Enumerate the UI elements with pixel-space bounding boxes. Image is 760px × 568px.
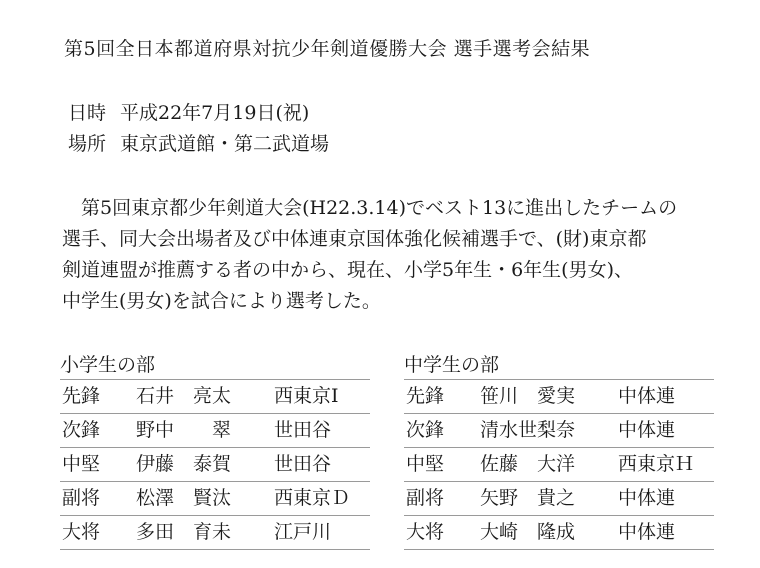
- name-cell: 多田 育未: [136, 521, 232, 543]
- venue-line: [68, 129, 329, 156]
- table-row: [60, 448, 370, 482]
- date-label: 日時: [68, 102, 107, 124]
- position-cell: 中堅: [62, 453, 101, 475]
- name-cell: 石井 亮太: [136, 385, 232, 407]
- position-cell: 先鋒: [406, 385, 445, 407]
- position-cell: 大将: [62, 521, 101, 543]
- position-cell: 大将: [406, 521, 445, 543]
- date-value: 平成22年7月19日(祝): [120, 102, 310, 124]
- junior-high-heading: 中学生の部: [404, 354, 500, 376]
- team-cell: 中体連: [618, 487, 676, 509]
- description-line: 中学生(男女)を試合により選考した。: [62, 290, 381, 312]
- name-cell: 大崎 隆成: [480, 521, 576, 543]
- name-cell: 伊藤 泰賀: [136, 453, 232, 475]
- date-line: [68, 98, 309, 125]
- team-cell: 江戸川: [274, 521, 332, 543]
- name-cell: 佐藤 大洋: [480, 453, 576, 475]
- team-cell: 中体連: [618, 419, 676, 441]
- description-line: 選手、同大会出場者及び中体連東京国体強化候補選手で、(財)東京都: [62, 228, 647, 250]
- table-row: [404, 482, 714, 516]
- table-row: [60, 516, 370, 550]
- name-cell: 松澤 賢汰: [136, 487, 232, 509]
- table-row: [404, 380, 714, 414]
- elementary-section: [60, 352, 370, 550]
- team-cell: 西東京Ｄ: [274, 487, 351, 509]
- position-cell: 中堅: [406, 453, 445, 475]
- position-cell: 副将: [406, 487, 445, 509]
- description-line: 第5回東京都少年剣道大会(H22.3.14)でベスト13に進出したチームの: [62, 197, 678, 219]
- name-cell: 笹川 愛実: [480, 385, 576, 407]
- table-row: [60, 414, 370, 448]
- junior-high-section: [404, 352, 714, 550]
- position-cell: 次鋒: [406, 419, 445, 441]
- name-cell: 清水世梨奈: [480, 419, 576, 441]
- junior-high-roster-table: [404, 379, 714, 550]
- team-cell: 西東京Ｈ: [618, 453, 695, 475]
- position-cell: 先鋒: [62, 385, 101, 407]
- page-title: 第5回全日本都道府県対抗少年剣道優勝大会 選手選考会結果: [64, 38, 591, 60]
- table-row: [60, 380, 370, 414]
- venue-value: 東京武道館・第二武道場: [120, 133, 330, 155]
- venue-label: 場所: [68, 133, 107, 155]
- team-cell: 中体連: [618, 385, 676, 407]
- team-cell: 西東京Ⅰ: [274, 385, 339, 407]
- table-row: [404, 516, 714, 550]
- name-cell: 矢野 貴之: [480, 487, 576, 509]
- description-paragraph: [62, 193, 732, 317]
- name-cell: 野中 翠: [136, 419, 232, 441]
- team-cell: 世田谷: [274, 419, 332, 441]
- position-cell: 副将: [62, 487, 101, 509]
- table-row: [60, 482, 370, 516]
- position-cell: 次鋒: [62, 419, 101, 441]
- team-cell: 世田谷: [274, 453, 332, 475]
- description-line: 剣道連盟が推薦する者の中から、現在、小学5年生・6年生(男女)、: [62, 259, 634, 281]
- elementary-heading: 小学生の部: [60, 354, 156, 376]
- table-row: [404, 414, 714, 448]
- table-row: [404, 448, 714, 482]
- elementary-roster-table: [60, 379, 370, 550]
- team-cell: 中体連: [618, 521, 676, 543]
